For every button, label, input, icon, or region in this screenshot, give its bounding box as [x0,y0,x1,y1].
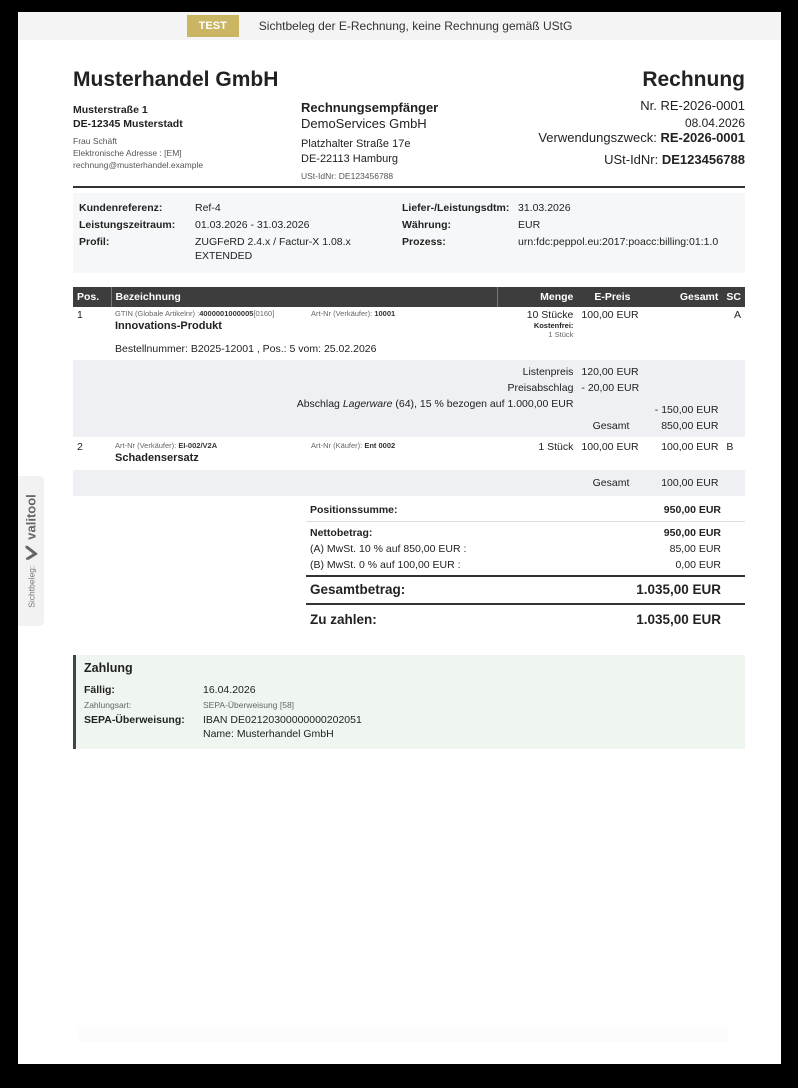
buyer-title: Rechnungsempfänger [301,100,439,115]
buyer-city: DE-22113 Hamburg [301,153,399,165]
item-sum-row [73,418,745,437]
allowance-reason: Lagerware [342,398,393,410]
seller-name: Musterhandel GmbH [73,68,279,91]
footer-strip [78,1028,728,1042]
process: urn:fdc:peppol.eu:2017:poacc:billing:01:1.0 [518,236,719,248]
vat-b-row [306,557,745,573]
gross-label: Gesamtbetrag: [310,582,406,597]
table-row [73,437,745,470]
invoice-meta [73,193,745,273]
delivery-label: Liefer-/Leistungsdtm: [402,202,510,214]
invoice-info [538,68,745,167]
item-sc: B [726,441,734,453]
payment-title: Zahlung [84,661,133,675]
buyer-street: Platzhalter Straße 17e [301,138,411,150]
item-pos: 1 [77,309,83,321]
due-value: 1.035,00 EUR [636,612,721,627]
divider [306,521,745,522]
item-qty [497,307,577,341]
vat-a-row [306,541,745,557]
buyer-name: DemoServices GmbH [301,116,427,131]
seller-email: Elektronische Adresse : [EM] rechnung@musterhandel.example [73,148,204,170]
order-ref-row [73,341,745,360]
item-desc [111,437,497,470]
currency-label: Währung: [402,219,451,231]
col-qty: Menge [497,287,577,307]
col-sc: SC [722,287,745,307]
gtin-label: GTIN (Globale Artikelnr) : [115,309,200,318]
delivery-date: 31.03.2026 [518,202,571,214]
list-price-label: Listenpreis [73,360,577,380]
profile-label: Profil: [79,236,110,248]
item-pos: 2 [77,441,83,453]
vat-value: DE123456788 [661,152,745,167]
table-row [73,307,745,341]
price-detail-row [73,380,745,396]
item-sum: 100,00 EUR [647,470,722,496]
allowance-text [73,396,577,418]
line-items-table [73,287,745,496]
gtin-value: 4000001000005 [199,309,254,318]
totals-block [306,502,745,631]
col-unit-price: E-Preis [577,287,647,307]
col-desc: Bezeichnung [111,287,497,307]
payment-reference [538,130,745,145]
positions-value: 950,00 EUR [663,504,721,516]
art-nr-seller-label: Art-Nr (Verkäufer): [115,441,179,450]
vat-a-label: (A) MwSt. 10 % auf 850,00 EUR : [310,543,467,555]
buyer-vat: USt-IdNr: DE123456788 [301,171,394,181]
vat-a-value: 85,00 EUR [669,543,721,555]
net-row [306,525,745,541]
seller-vat [538,152,745,167]
art-nr-buyer-label: Art-Nr (Käufer): [311,441,365,450]
seller-address [73,103,183,131]
due-date-label: Fällig: [84,684,115,696]
sum-label: Gesamt [73,418,647,437]
col-total: Gesamt [647,287,722,307]
surcharge: - 20,00 EUR [577,380,647,396]
sepa-details [203,713,737,741]
art-nr-seller-value: EI-002/V2A [178,441,218,450]
allowance-row [73,396,745,418]
item-unit-price: 100,00 EUR [581,309,639,321]
net-label: Nettobetrag: [310,527,373,539]
allowance-detail: (64), 15 % bezogen auf 1.000,00 EUR [392,398,574,410]
seller-contact [73,135,273,171]
gross-row [306,579,745,601]
customer-ref: Ref-4 [195,202,221,214]
item-name: Schadensersatz [115,452,199,464]
net-value: 950,00 EUR [663,527,721,539]
item-sum-row [73,470,745,496]
ref-label: Verwendungszweck: [538,130,661,145]
amount-due-row [306,609,745,631]
item-qty: 1 Stück [538,441,574,453]
divider [306,575,745,577]
valitool-side-tab[interactable] [18,476,44,626]
surcharge-label: Preisabschlag [73,380,577,396]
sepa-label: SEPA-Überweisung: [84,714,185,726]
art-nr-buyer-value: Ent 0002 [364,441,396,450]
item-total [647,307,722,341]
valitool-logo-icon [25,546,37,560]
list-price: 120,00 EUR [577,360,647,380]
col-pos: Pos. [73,287,111,307]
gtin-scheme: [0160] [253,309,275,318]
divider [306,603,745,605]
account-name: Name: Musterhandel GmbH [203,728,334,740]
free-qty: 1 Stück [548,330,574,339]
invoice-header [73,40,745,188]
profile: ZUGFeRD 2.4.x / Factur-X 1.08.x EXTENDED [195,236,351,262]
test-badge: TEST [187,15,239,37]
item-total: 100,00 EUR [661,441,719,453]
sum-label: Gesamt [73,470,647,496]
vat-b-value: 0,00 EUR [675,559,721,571]
table-header [73,287,745,307]
payment-method-label: Zahlungsart: [84,700,132,710]
iban: IBAN DE02120300000000202051 [203,714,362,726]
buyer-block [301,100,438,181]
qty-value: 10 Stücke [526,309,574,321]
item-sc: A [733,309,741,321]
test-banner [18,12,781,40]
invoice-date: 08.04.2026 [684,116,745,130]
order-reference: Bestellnummer: B2025-12001 , Pos.: 5 vom: 25.02.2026 [115,343,377,355]
valitool-brand: valitool [23,494,39,540]
due-label: Zu zahlen: [310,612,377,627]
invoice-page [18,12,781,1064]
seller-street: Musterstraße 1 [73,104,148,116]
art-nr-value: 10001 [374,309,396,318]
positions-total-row [306,502,745,518]
allowance-amount: - 150,00 EUR [647,396,722,418]
process-label: Prozess: [402,236,446,248]
payment-method: SEPA-Überweisung [58] [203,700,295,710]
seller-city: DE-12345 Musterstadt [73,118,183,130]
vat-b-label: (B) MwSt. 0 % auf 100,00 EUR : [310,559,461,571]
customer-ref-label: Kundenreferenz: [79,202,163,214]
positions-label: Positionssumme: [310,504,398,516]
art-nr-label: Art-Nr (Verkäufer): [311,309,375,318]
item-desc [111,307,497,341]
allowance-prefix: Abschlag [296,398,343,410]
seller-contact-name: Frau Schäft [73,136,117,146]
banner-text: Sichtbeleg der E-Rechnung, keine Rechnung gemäß UStG [258,19,573,33]
currency: EUR [518,219,541,231]
side-tab-label: Sichtbeleg: [26,565,36,608]
item-unit-price: 100,00 EUR [581,441,639,453]
due-date: 16.04.2026 [203,684,256,696]
item-sum: 850,00 EUR [647,418,722,437]
price-detail-row [73,360,745,380]
gross-value: 1.035,00 EUR [636,582,721,597]
free-label: Kostenfrei: [533,321,574,330]
vat-label: USt-IdNr: [604,152,662,167]
payment-block [73,655,745,749]
service-period: 01.03.2026 - 31.03.2026 [195,219,310,231]
invoice-number: Nr. RE-2026-0001 [640,98,745,113]
ref-value: RE-2026-0001 [660,130,745,145]
invoice-title: Rechnung [642,68,745,91]
period-label: Leistungszeitraum: [79,219,176,231]
item-name: Innovations-Produkt [115,320,222,332]
